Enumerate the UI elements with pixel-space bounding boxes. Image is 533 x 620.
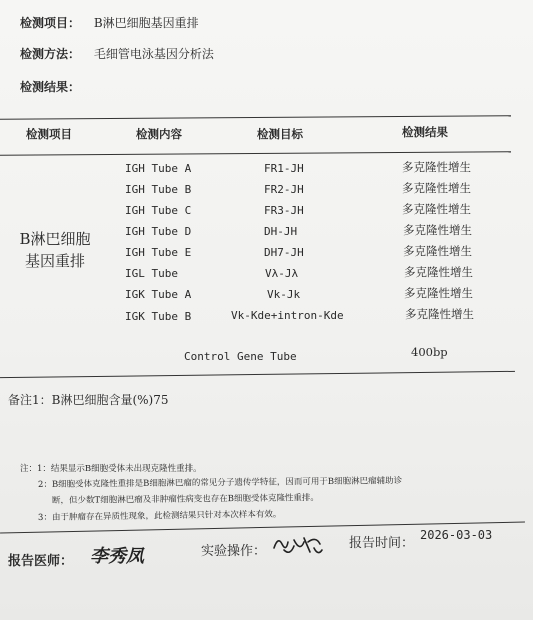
operator-signature <box>270 530 326 564</box>
table-header-rule <box>0 151 511 156</box>
row-content: IGK Tube A <box>125 288 192 301</box>
row-content: IGH Tube B <box>125 183 192 196</box>
row-result: 多克隆性增生 <box>403 223 472 237</box>
col-header-content: 检测内容 <box>136 127 182 141</box>
row-target: FR2-JH <box>264 183 304 196</box>
row-content: IGH Tube D <box>125 225 192 238</box>
col-header-item: 检测项目 <box>26 127 72 141</box>
category-line2: 基因重排 <box>24 252 85 270</box>
operator-label: 实验操作： <box>201 544 267 559</box>
row-content: IGH Tube E <box>125 246 192 259</box>
table-bottom-rule <box>0 371 515 378</box>
table-top-rule <box>0 115 511 120</box>
row-content: IGH Tube C <box>125 204 192 217</box>
test-method-value: 毛细管电泳基因分析法 <box>93 47 214 61</box>
row-content: IGK Tube B <box>125 310 192 323</box>
test-method-line <box>20 45 214 62</box>
row-content: IGL Tube <box>125 267 178 280</box>
row-result: 多克隆性增生 <box>402 202 471 216</box>
handwritten-signature-icon <box>270 530 326 560</box>
row-result: 多克隆性增生 <box>403 244 472 258</box>
row-result: 多克隆性增生 <box>402 181 471 195</box>
row-target: Vλ-Jλ <box>265 267 299 280</box>
row-target: FR3-JH <box>264 204 304 217</box>
col-header-result: 检测结果 <box>402 125 448 139</box>
row-target: FR1-JH <box>264 162 304 175</box>
test-result-label: 检测结果： <box>20 80 81 94</box>
row-result: 多克隆性增生 <box>402 160 471 174</box>
row-result: 多克隆性增生 <box>404 286 473 300</box>
row-content: IGH Tube A <box>125 162 192 175</box>
report-time-label: 报告时间： <box>349 536 415 551</box>
test-method-label: 检测方法： <box>20 47 81 61</box>
note-2a: 2：B细胞受体克隆性重排是B细胞淋巴瘤的常见分子遗传学特征，因而可用于B细胞淋巴瘤辅助诊 <box>37 476 403 490</box>
note-3: 3：由于肿瘤存在异质性现象，此检测结果只针对本次样本有效。 <box>37 509 282 523</box>
row-result: 多克隆性增生 <box>404 265 473 279</box>
test-item-value: B淋巴细胞基因重排 <box>93 16 199 30</box>
control-gene-label: Control Gene Tube <box>184 350 297 363</box>
category-line1: B淋巴细胞 <box>19 230 91 248</box>
row-target: Vk-Jk <box>267 288 301 301</box>
col-header-target: 检测目标 <box>257 127 303 141</box>
row-target: DH-JH <box>264 225 298 238</box>
note-1: 注：1：结果显示B细胞受体未出现克隆性重排。 <box>20 464 202 474</box>
note-2b: 断，但少数T细胞淋巴瘤及非肿瘤性病变也存在B细胞受体克隆性重排。 <box>51 493 319 506</box>
row-target: Vk-Kde+intron-Kde <box>231 309 344 322</box>
doctor-label: 报告医师： <box>8 554 74 569</box>
category-cell <box>18 228 92 272</box>
remark-b-cell-content: 备注1：B淋巴细胞含量(%)75 <box>8 393 169 407</box>
row-target: DH7-JH <box>264 246 304 259</box>
control-gene-result: 400bp <box>411 345 448 359</box>
row-result: 多克隆性增生 <box>405 307 474 321</box>
test-item-line <box>20 14 199 31</box>
report-time-value: 2026-03-03 <box>420 528 493 542</box>
test-result-line <box>20 78 80 95</box>
doctor-signature: 李秀凤 <box>90 546 144 567</box>
test-item-label: 检测项目： <box>20 16 81 30</box>
